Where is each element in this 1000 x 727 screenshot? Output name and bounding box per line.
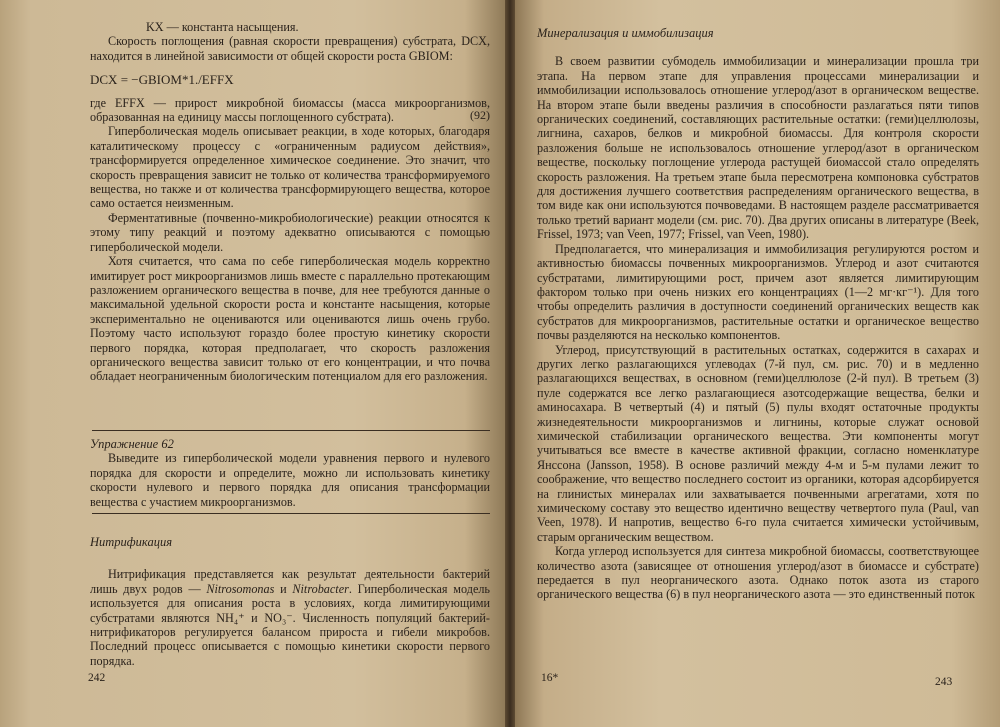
exercise-title: Упражнение 62 [90,437,174,451]
signature-mark: 16* [541,672,559,684]
exercise-top-rule [92,430,490,431]
left-page-text [90,20,490,384]
exercise-bottom-rule [92,513,490,514]
book-gutter [505,0,515,727]
paragraph-carbon-pools: Углерод, присутствующий в растительных остатках, содержится в сахарах и других легко разлагающихся углеводах (7-й пул, см. рис. 70) и в медленно разлагающихся веществах, в основном (геми)целлюлозе (2-й пул). В третьем (3) пуле содержатся все легко разлагающиеся азотсодержащие вещества, белки и аминосахара. В четвертый (4) и пятый (5) пулы входят остаточные продукты жизнедеятельности микроорганизмов и лигнины, которые служат основой химической стабилизации органического вещества. Эти компоненты могут учитываться все вместе в качестве активной фракции, согласно номенклатуре Янссона (Jansson, 1958). В основе различий между 4-м и 5-м пулами лежит то соображение, что вещество последнего состоит из органики, которая адсорбируется на глинистых минералах или захватывается почвенными агрегатами, хотя по химическому составу это вещество идентично веществу четвертого пула (Paul, van Veen, 1978). И напротив, вещество 6-го пула считается химически устойчивым, старым органическим веществом. [537,342,979,544]
paragraph-three-stages: В своем развитии субмодель иммобилизации и минерализации прошла три этапа. На первом этапе для управления процессами минерализации и иммобилизации использовалось отношение углерод/азот в органическом веществе. На втором этапе были введены различия в способности разлагаться пяти типов органических соединений, составляющих растительные остатки: (геми)целлюлозы, лигнина, сахаров, белков и микробной биомассы. Для контроля скорости разложения больше не использовалось отношение углерод/азот в органическом веществе, поскольку поглощение углерода растущей биомассой стало определять скорость разложения. На третьем этапе была пересмотрена компоновка субстратов для достижения лучшего соответствия распределениям органического вещества, в том виде как они используются почвоведами. В настоящем разделе рассматривается только третий вариант модели (см. рис. 70). Два других описаны в литературе (Beek, Frissel, 1973; van Veen, 1977; Frissel, van Veen, 1980). [537,54,979,242]
right-page-text [537,26,979,602]
paragraph-hyperbolic: Гиперболическая модель описывает реакции, в ходе которых, благодаря каталитическому процессу с «ограниченным радиусом действия», трансформируется определенное химическое соединение. Это значит, что скорость превращения зависит не только от количества трансформируемого вещества, но также и от количества трансформирующего вещества, которое само остается неизменным. [90,124,490,211]
right-page [515,0,1000,727]
page-number-right: 243 [935,676,953,688]
nitrification-text-start: Нитрификация представляется как результат деятельности бактерий лишь двух родов — [90,567,490,596]
genus-nitrobacter: Nitrobacter [292,581,349,596]
paragraph-regulation: Предполагается, что минерализация и иммобилизация регулируются ростом и активностью биомассы почвенных микроорганизмов. Углерод и азот считаются субстратами, лимитирующими рост, причем азот является лимитирующим фактором только при очень низких его концентрациях (1—2 мг·кг⁻¹). Для того чтобы определить различия в доступности соединений органических веществ как субстратов для микроорганизмов, растительные остатки и органическое вещество почвы разделяются на несколько компонентов. [537,241,979,343]
paragraph-effx: где EFFX — прирост микробной биомассы (масса микроорганизмов, образованная на единицу массы поглощенного субстрата). [90,95,490,125]
paragraph-nitrogen-flow: Когда углерод используется для синтеза микробной биомассы, соответствующее количество азота (зависящее от отношения углерод/азот в биомассе и субстрате) передается в пул неорганического азота. Однако поток азота из старого органического вещества (6) в пул неорганического азота — это единственный поток [537,544,979,602]
paragraph-first-order: Хотя считается, что сама по себе гиперболическая модель корректно имитирует рост микроорганизмов лишь вместе с параллельно протекающим разложением органического вещества в почве, для нее требуются данные о максимальной удельной скорости роста и константе насыщения, которые экспериментально не оцениваются или оцениваются лишь очень грубо. Поэтому часто используют гораздо более простую кинетику скорости первого порядка, которая предполагает, что скорость разложения органического вещества зависит только от его концентрации, и что почва обладает неограниченным биологическим потенциалом для его разложения. [90,254,490,384]
page-number-left: 242 [88,672,106,684]
exercise-text: Выведите из гиперболической модели уравнения первого и нулевого порядка для скорости и определите, можно ли использовать кинетику скорости нулевого и первого порядка для описания трансформации вещества с участием микроорганизмов. [90,451,490,509]
equation-number: (92) [470,108,490,122]
exercise-box [90,437,490,509]
paragraph-enzymatic: Ферментативные (почвенно-микробиологические) реакции относятся к этому типу реакций и поэтому адекватно описываются с помощью гиперболической модели. [90,210,490,254]
kx-definition: KX — константа насыщения. [146,20,299,34]
nitrification-conjunction: и [274,581,293,596]
nitrification-text-end: . Гиперболическая модель используется для описания роста в условиях, когда лимитирующими субстратами являются NH₄⁺ и NO₃⁻. Численность популяций бактерий-нитрификаторов регулируется балансом прироста и гибели микробов. Последний процесс описывается с помощью кинетики скорости первого порядка. [90,581,490,668]
formula-dcx: DCX = −GBIOM*1./EFFX [90,72,234,88]
section-title-nitrification: Нитрификация [90,535,173,549]
genus-nitrosomonas: Nitrosomonas [206,581,275,596]
section-title-mineralization: Минерализация и иммобилизация [537,26,714,40]
paragraph-dcx: Скорость поглощения (равная скорости превращения) субстрата, DCX, находится в линейной зависимости от общей скорости роста GBIOM: [90,34,490,63]
paragraph-nitrification [90,567,490,668]
nitrification-section [90,535,490,668]
